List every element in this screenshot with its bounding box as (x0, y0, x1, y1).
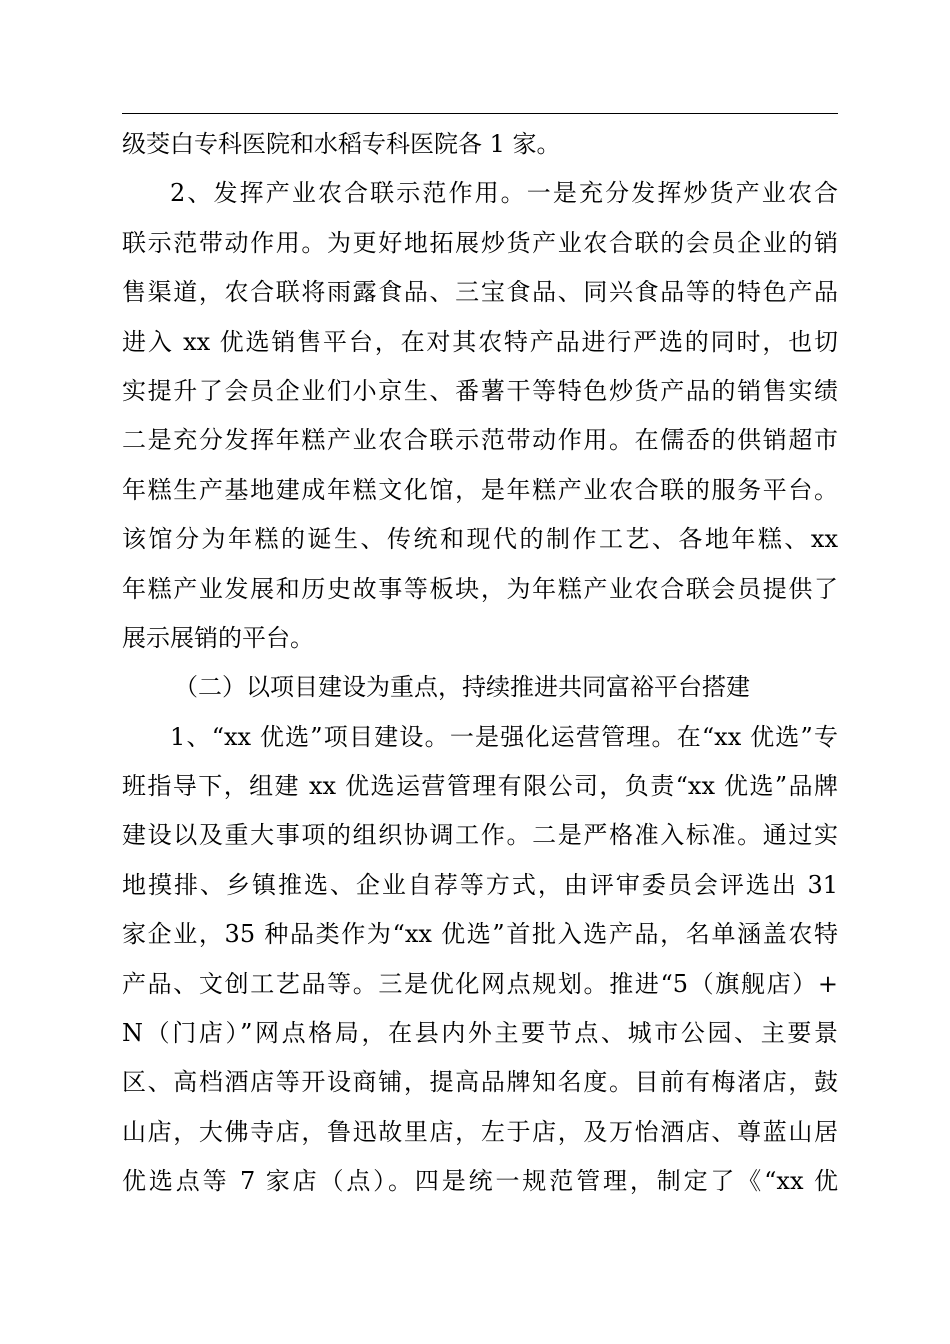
paragraph-start-line: 1、“xx 优选”项目建设。一是强化运营管理。在“xx 优选”专 (170, 722, 838, 751)
text-line: N（门店）”网点格局，在县内外主要节点、城市公园、主要景 (122, 1019, 838, 1048)
text-line: 展示展销的平台。 (122, 623, 314, 652)
document-body (122, 120, 838, 1207)
header-rule (122, 113, 838, 114)
text-line: 产品、文创工艺品等。三是优化网点规划。推进“5（旗舰店）+ (122, 969, 838, 998)
text-line: 实提升了会员企业们小京生、番薯干等特色炒货产品的销售实绩 (122, 376, 838, 405)
text-line: 地摸排、乡镇推选、企业自荐等方式，由评审委员会评选出 31 (122, 870, 838, 899)
text-line: 年糕生产基地建成年糕文化馆，是年糕产业农合联的服务平台。 (122, 475, 838, 504)
text-line: 联示范带动作用。为更好地拓展炒货产业农合联的会员企业的销 (122, 228, 838, 257)
text-line: 优选点等 7 家店（点）。四是统一规范管理，制定了《“xx 优 (122, 1167, 838, 1196)
text-line: 年糕产业发展和历史故事等板块，为年糕产业农合联会员提供了 (122, 574, 838, 603)
section-heading: （二）以项目建设为重点，持续推进共同富裕平台搭建 (174, 673, 750, 702)
text-line: 该馆分为年糕的诞生、传统和现代的制作工艺、各地年糕、xx (122, 525, 838, 554)
text-line: 班指导下，组建 xx 优选运营管理有限公司，负责“xx 优选”品牌 (122, 772, 838, 801)
text-line: 区、高档酒店等开设商铺，提高品牌知名度。目前有梅渚店，鼓 (122, 1068, 838, 1097)
text-line: 级茭白专科医院和水稻专科医院各 1 家。 (122, 130, 561, 158)
text-line: 进入 xx 优选销售平台，在对其农特产品进行严选的同时，也切 (122, 327, 838, 356)
text-line: 山店，大佛寺店，鲁迅故里店，左于店，及万怡酒店、尊蓝山居 (122, 1117, 838, 1146)
text-line: 家企业，35 种品类作为“xx 优选”首批入选产品，名单涵盖农特 (122, 920, 838, 949)
text-line: 建设以及重大事项的组织协调工作。二是严格准入标准。通过实 (122, 821, 838, 850)
text-line: 二是充分发挥年糕产业农合联示范带动作用。在儒岙的供销超市 (122, 426, 838, 455)
paragraph-start-line: 2、发挥产业农合联示范作用。一是充分发挥炒货产业农合 (170, 179, 838, 208)
text-line: 售渠道，农合联将雨露食品、三宝食品、同兴食品等的特色产品 (122, 278, 838, 307)
